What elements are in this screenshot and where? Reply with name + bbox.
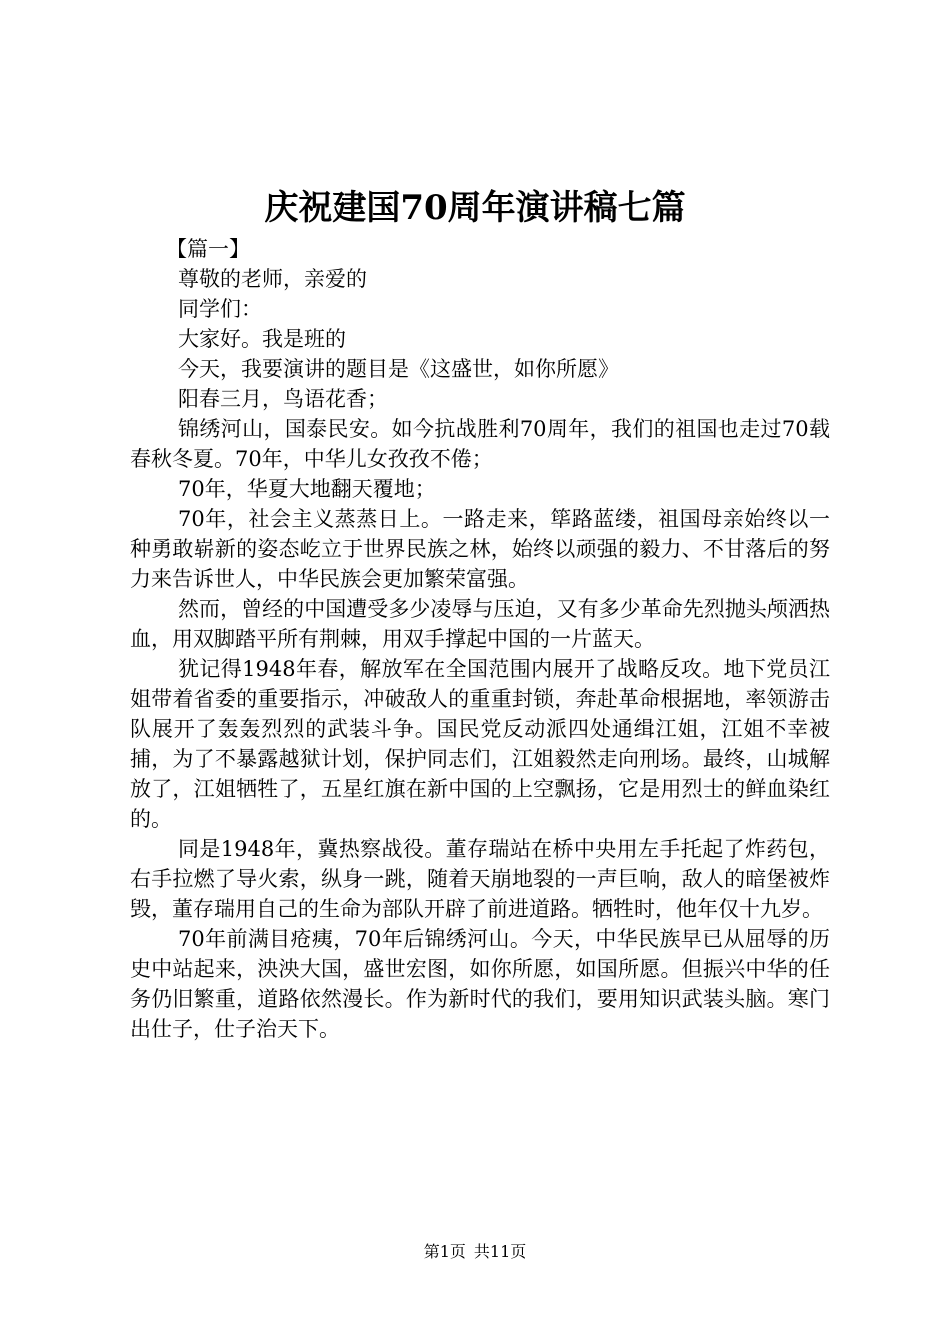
page-number: 第1页 bbox=[423, 1242, 466, 1261]
section-heading: 【篇一】 bbox=[166, 237, 250, 261]
paragraph: 今天，我要演讲的题目是《这盛世，如你所愿》 bbox=[178, 357, 619, 381]
paragraph: 同学们： bbox=[178, 297, 262, 321]
document-body bbox=[130, 234, 830, 1044]
paragraph: 70年前满目疮痍，70年后锦绣河山。今天，中华民族早已从屈辱的历史中站起来，泱泱大国，盛世宏图，如你所愿，如国所愿。但振兴中华的任务仍旧繁重，道路依然漫长。作为新时代的我们，要用知识武装头脑。寒门出仕子，仕子治天下。 bbox=[130, 927, 830, 1041]
document-title: 庆祝建国70周年演讲稿七篇 bbox=[264, 188, 686, 228]
paragraph: 70年，华夏大地翻天覆地； bbox=[178, 477, 436, 501]
paragraph: 阳春三月，鸟语花香； bbox=[178, 387, 388, 411]
paragraph: 同是1948年，冀热察战役。董存瑞站在桥中央用左手托起了炸药包，右手拉燃了导火索，纵身一跳，随着天崩地裂的一声巨响，敌人的暗堡被炸毁，董存瑞用自己的生命为部队开辟了前进道路。牺牲时，他年仅十九岁。 bbox=[130, 837, 830, 921]
page-footer bbox=[0, 1242, 950, 1262]
paragraph: 然而，曾经的中国遭受多少凌辱与压迫，又有多少革命先烈抛头颅洒热血，用双脚踏平所有荆棘，用双手撑起中国的一片蓝天。 bbox=[130, 597, 830, 651]
paragraph: 大家好。我是班的 bbox=[178, 327, 346, 351]
page-total: 共11页 bbox=[473, 1242, 527, 1261]
paragraph: 锦绣河山，国泰民安。如今抗战胜利70周年，我们的祖国也走过70载春秋冬夏。70年，中华儿女孜孜不倦； bbox=[130, 417, 830, 471]
paragraph: 尊敬的老师，亲爱的 bbox=[178, 267, 367, 291]
paragraph: 70年，社会主义蒸蒸日上。一路走来，筚路蓝缕，祖国母亲始终以一种勇敢崭新的姿态屹立于世界民族之林，始终以顽强的毅力、不甘落后的努力来告诉世人，中华民族会更加繁荣富强。 bbox=[130, 507, 830, 591]
paragraph: 犹记得1948年春，解放军在全国范围内展开了战略反攻。地下党员江姐带着省委的重要指示，冲破敌人的重重封锁，奔赴革命根据地，率领游击队展开了轰轰烈烈的武装斗争。国民党反动派四处通缉江姐，江姐不幸被捕，为了不暴露越狱计划，保护同志们，江姐毅然走向刑场。最终，山城解放了，江姐牺牲了，五星红旗在新中国的上空飘扬，它是用烈士的鲜血染红的。 bbox=[130, 657, 830, 831]
